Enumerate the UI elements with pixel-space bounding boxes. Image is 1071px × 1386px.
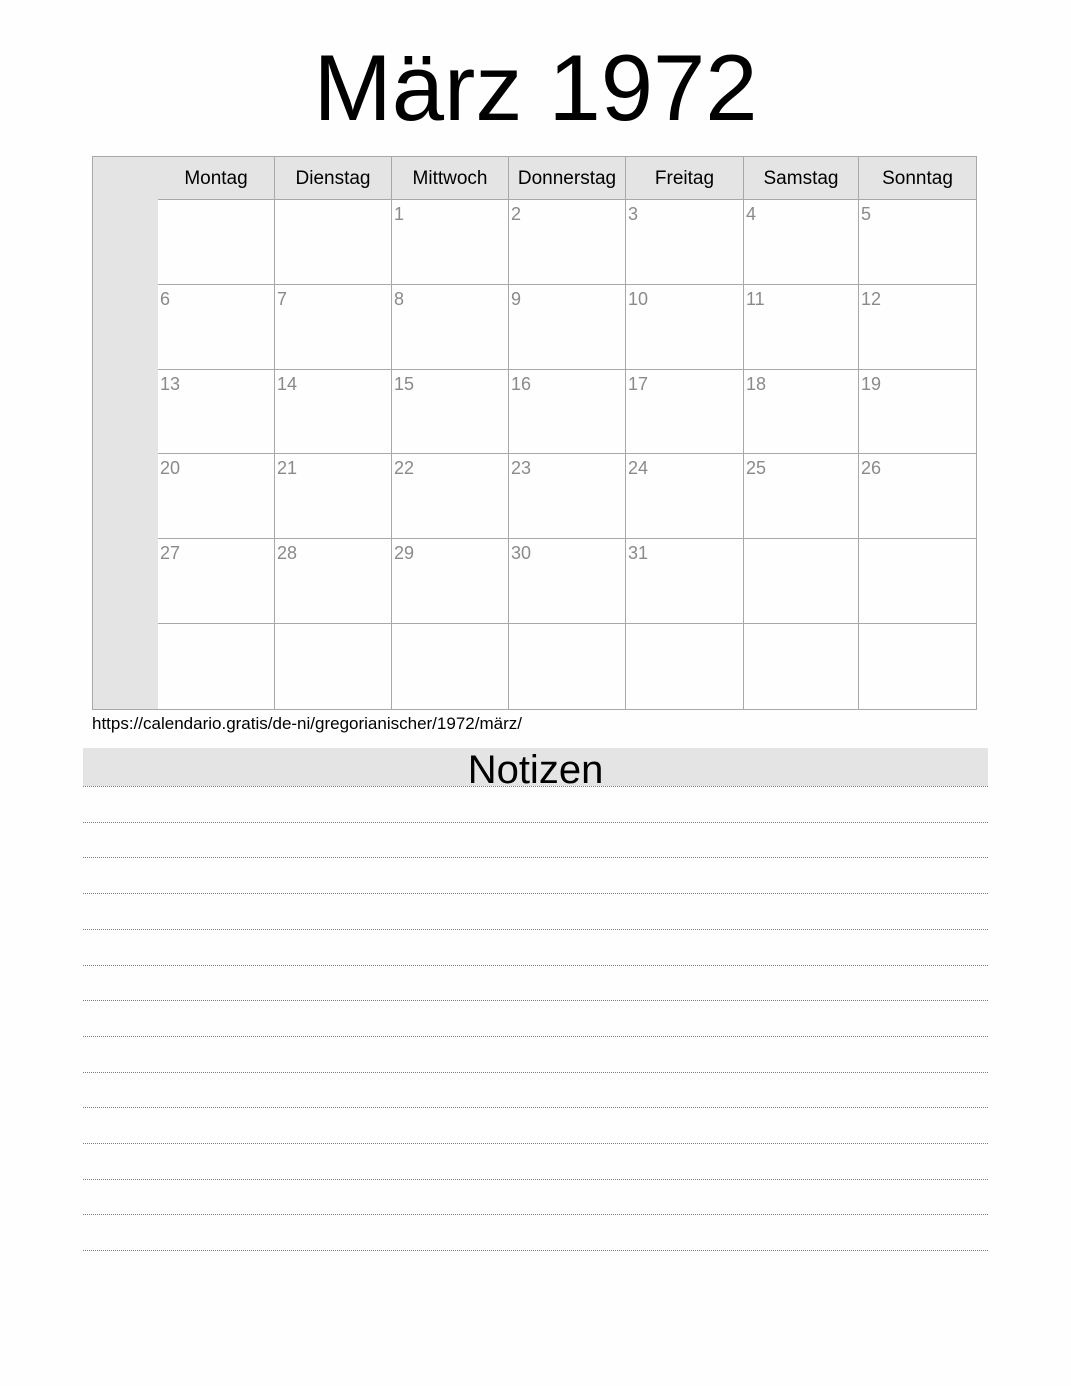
day-cell: 21 <box>275 454 392 539</box>
weekday-header: Mittwoch <box>392 157 509 200</box>
day-cell: 27 <box>158 539 275 624</box>
day-cell <box>275 200 392 285</box>
week-row <box>158 624 976 709</box>
day-cell: 18 <box>744 370 859 455</box>
calendar-table <box>158 157 976 709</box>
page-title: März 1972 <box>313 35 758 140</box>
day-cell: 4 <box>744 200 859 285</box>
week-row <box>158 539 976 624</box>
day-cell: 20 <box>158 454 275 539</box>
day-cell <box>158 200 275 285</box>
day-cell: 12 <box>859 285 976 370</box>
note-line <box>83 1250 988 1251</box>
day-cell: 29 <box>392 539 509 624</box>
note-line <box>83 1036 988 1037</box>
weekday-header: Sonntag <box>859 157 976 200</box>
notes-title: Notizen <box>467 748 604 792</box>
day-cell <box>744 539 859 624</box>
note-line <box>83 893 988 894</box>
day-cell: 11 <box>744 285 859 370</box>
weekday-header-row <box>158 157 976 200</box>
day-cell: 16 <box>509 370 626 455</box>
day-cell: 13 <box>158 370 275 455</box>
note-line <box>83 1143 988 1144</box>
day-cell: 2 <box>509 200 626 285</box>
day-cell: 8 <box>392 285 509 370</box>
weekday-header: Samstag <box>744 157 859 200</box>
note-line <box>83 1000 988 1001</box>
weekday-header: Donnerstag <box>509 157 626 200</box>
weekday-header: Dienstag <box>275 157 392 200</box>
source-url: https://calendario.gratis/de-ni/gregorianischer/1972/märz/ <box>92 714 522 733</box>
notes-header <box>83 748 988 792</box>
week-row <box>158 285 976 370</box>
week-number-column <box>93 157 159 709</box>
note-line <box>83 1072 988 1073</box>
note-line <box>83 1179 988 1180</box>
calendar-grid <box>92 156 977 710</box>
day-cell: 22 <box>392 454 509 539</box>
day-cell <box>626 624 744 709</box>
day-cell <box>859 624 976 709</box>
day-cell: 1 <box>392 200 509 285</box>
note-line <box>83 1107 988 1108</box>
day-cell <box>744 624 859 709</box>
day-cell: 30 <box>509 539 626 624</box>
day-cell: 7 <box>275 285 392 370</box>
day-cell: 9 <box>509 285 626 370</box>
day-cell: 5 <box>859 200 976 285</box>
day-cell <box>392 624 509 709</box>
day-cell: 10 <box>626 285 744 370</box>
day-cell: 25 <box>744 454 859 539</box>
note-line <box>83 1214 988 1215</box>
day-cell: 31 <box>626 539 744 624</box>
day-cell: 3 <box>626 200 744 285</box>
day-cell <box>509 624 626 709</box>
day-cell: 6 <box>158 285 275 370</box>
note-line <box>83 822 988 823</box>
note-line <box>83 857 988 858</box>
weekday-header: Freitag <box>626 157 744 200</box>
day-cell: 23 <box>509 454 626 539</box>
day-cell: 14 <box>275 370 392 455</box>
week-row <box>158 454 976 539</box>
day-cell <box>859 539 976 624</box>
day-cell <box>275 624 392 709</box>
week-row <box>158 200 976 285</box>
note-line <box>83 965 988 966</box>
day-cell: 19 <box>859 370 976 455</box>
weekday-header: Montag <box>158 157 275 200</box>
day-cell: 15 <box>392 370 509 455</box>
day-cell: 24 <box>626 454 744 539</box>
day-cell: 17 <box>626 370 744 455</box>
day-cell <box>158 624 275 709</box>
note-line <box>83 929 988 930</box>
note-line <box>83 786 988 787</box>
week-row <box>158 370 976 455</box>
day-cell: 26 <box>859 454 976 539</box>
day-cell: 28 <box>275 539 392 624</box>
